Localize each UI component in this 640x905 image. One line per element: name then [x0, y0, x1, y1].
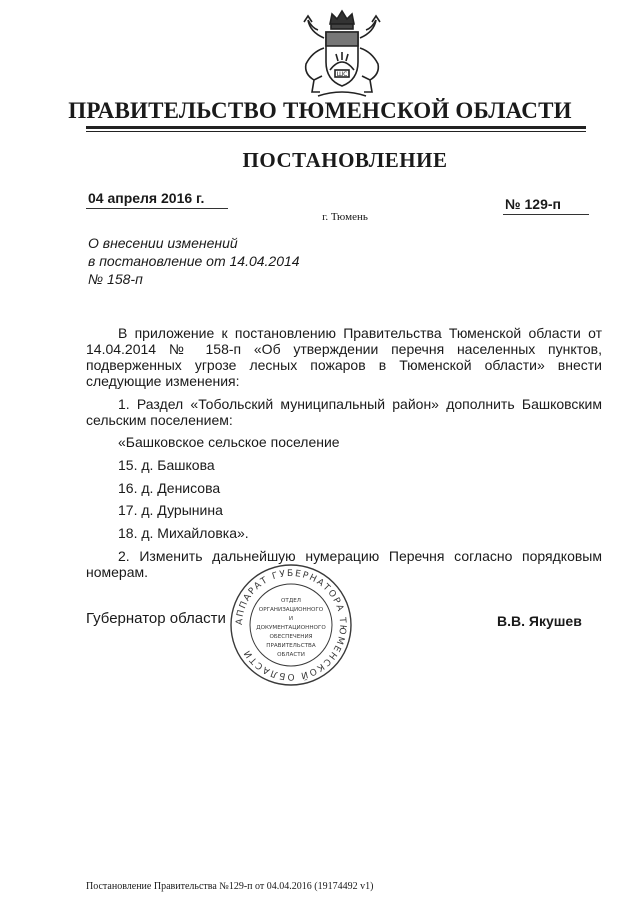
- government-title: ПРАВИТЕЛЬСТВО ТЮМЕНСКОЙ ОБЛАСТИ: [68, 98, 572, 123]
- stamp-inner-line: ОБЕСПЕЧЕНИЯ: [269, 634, 313, 640]
- date-underline: [86, 208, 228, 209]
- stamp-inner-line: ДОКУМЕНТАЦИОННОГО: [256, 625, 326, 631]
- document-number: [505, 196, 561, 212]
- official-stamp: [228, 562, 354, 688]
- subject-line: в постановление от 14.04.2014: [88, 253, 300, 269]
- quote-line: 18. д. Михайловка».: [118, 525, 249, 541]
- quote-line: 17. д. Дурынина: [118, 502, 223, 518]
- item-2-paragraph: 2. Изменить дальнейшую нумерацию Перечня согласно порядковым номерам.: [86, 548, 602, 580]
- stamp-inner-line: ОТДЕЛ: [281, 598, 301, 604]
- coat-of-arms-icon: [296, 8, 388, 102]
- header-rule-thin: [86, 131, 586, 132]
- stamp-ring-text: АППАРАТ ГУБЕРНАТОРА ТЮМЕНСКОЙ ОБЛАСТИ: [234, 568, 348, 682]
- quote-line: 15. д. Башкова: [118, 457, 215, 473]
- svg-text:ШС: ШС: [336, 71, 348, 78]
- stamp-inner-line: ОБЛАСТИ: [277, 652, 305, 658]
- subject-line: № 158-п: [88, 271, 143, 287]
- number-prefix: №: [505, 196, 521, 212]
- signer-position: Губернатор области: [86, 610, 226, 627]
- footer-reference: Постановление Правительства №129-п от 04.04.2016 (19174492 v1): [86, 881, 374, 892]
- document-type: ПОСТАНОВЛЕНИЕ: [242, 148, 448, 172]
- signer-name: В.В. Якушев: [497, 613, 582, 629]
- quote-line: «Башковское сельское поселение: [118, 434, 340, 450]
- header-rule-thick: [86, 126, 586, 129]
- stamp-inner-line: ПРАВИТЕЛЬСТВА: [266, 643, 316, 649]
- subject-line: О внесении изменений: [88, 235, 238, 251]
- document-subject: [88, 234, 300, 288]
- intro-paragraph: В приложение к постановлению Правительства Тюменской области от 14.04.2014 № 158-п «Об утверждении перечня населенных пунктов, подверженных угрозе лесных пожаров в Тюменской области» внести следующие изменения:: [86, 325, 602, 389]
- stamp-inner-line: ОРГАНИЗАЦИОННОГО: [258, 607, 324, 613]
- item-1-paragraph: 1. Раздел «Тобольский муниципальный район» дополнить Башковским сельским поселением:: [86, 396, 602, 428]
- quote-line: 16. д. Денисова: [118, 480, 221, 496]
- city: г. Тюмень: [322, 211, 368, 223]
- number-value: 129-п: [524, 196, 561, 212]
- document-date: 04 апреля 2016 г.: [88, 190, 205, 206]
- stamp-inner-line: И: [288, 616, 294, 622]
